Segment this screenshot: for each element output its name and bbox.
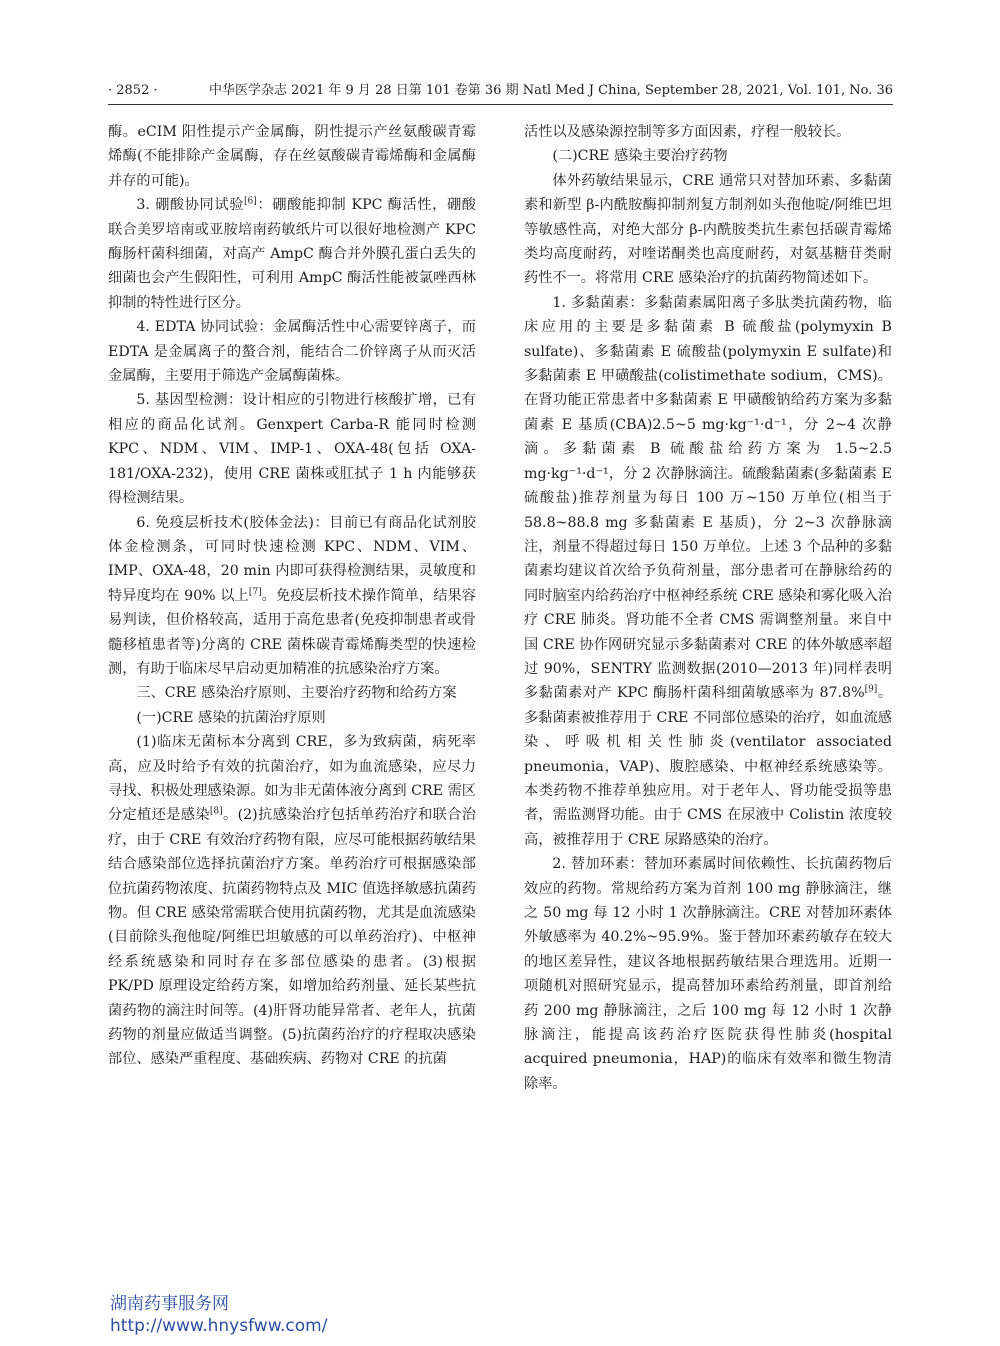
paragraph: [524, 169, 892, 291]
paragraph-text: 三、CRE 感染治疗原则、主要治疗药物和给药方案: [136, 685, 457, 702]
paragraph-text: 3. 硼酸协同试验: [136, 197, 245, 214]
paragraph: [108, 706, 476, 730]
watermark-url[interactable]: http://www.hnysfww.com/: [110, 1316, 328, 1336]
paragraph: [524, 852, 892, 1096]
citation-ref[interactable]: [9]: [864, 684, 878, 695]
watermark-site-name: 湖南药事服务网: [110, 1294, 229, 1314]
paragraph-text: (一)CRE 感染的抗菌治疗原则: [136, 709, 326, 726]
paragraph-text: 5. 基因型检测：设计相应的引物进行核酸扩增，已有相应的商品化试剂。Genxpert Carba-R 能同时检测 KPC、NDM、VIM、IMP-1、OXA-48(包括 OXA-181/OXA-232)，使用 CRE 菌株或肛拭子 1 h 内能够获得检测结果。: [108, 392, 476, 507]
paragraph-text: 。(2)抗感染治疗包括单药治疗和联合治疗，由于 CRE 有效治疗药物有限，应尽可能根据药敏结果结合感染部位选择抗菌治疗方案。单药治疗可根据感染部位抗菌药物浓度、抗菌药物特点及 MIC 值选择敏感抗菌药物。但 CRE 感染常需联合使用抗菌药物，尤其是血流感染(目前除头孢他啶/阿维巴坦敏感的可以单药治疗)、中枢神经系统感染和同时存在多部位感染的患者。(3)根据 PK/PD 原理设定给药方案，如增加给药剂量、延长某些抗菌药物的滴注时间等。(4)肝肾功能异常者、老年人，抗菌药物的剂量应做适当调整。(5)抗菌药治疗的疗程取决感染部位、感染严重程度、基础疾病、药物对 CRE 的抗菌: [108, 807, 476, 1068]
paragraph: [108, 511, 476, 682]
paragraph-text: ：硼酸能抑制 KPC 酶活性，硼酸联合美罗培南或亚胺培南药敏纸片可以很好地检测产 KPC 酶肠杆菌科细菌，对高产 AmpC 酶合并外膜孔蛋白丢失的细菌也会产生假阳性，可利用 AmpC 酶活性能被氯唑西林抑制的特性进行区分。: [108, 197, 476, 311]
paragraph-text: 酶。eCIM 阳性提示产金属酶，阴性提示产丝氨酸碳青霉烯酶(不能排除产金属酶，存在丝氨酸碳青霉烯酶和金属酶并存的可能)。: [108, 124, 476, 189]
paragraph-text: (二)CRE 感染主要治疗药物: [552, 148, 728, 165]
paragraph-text: 。多黏菌素被推荐用于 CRE 不同部位感染的治疗，如血流感染、呼吸机相关性肺炎(ventilator associated pneumonia，VAP)、腹腔感染、中枢神经系统感染等。本类药物不推荐单独应用。对于老年人、肾功能受损等患者，需监测肾功能。由于 CMS 在尿液中 Colistin 浓度较高，被推荐用于 CRE 尿路感染的治疗。: [524, 685, 892, 848]
left-column: [108, 120, 476, 1072]
paragraph: [108, 120, 476, 193]
paragraph: [108, 193, 476, 315]
paragraph: [524, 144, 892, 168]
paragraph: [108, 730, 476, 1072]
paragraph-text: (1)临床无菌标本分离到 CRE，多为致病菌，病死率高，应及时给予有效的抗菌治疗，如为血流感染，应尽力寻找、积极处理感染源。如为非无菌体液分离到 CRE 需区分定植还是感染: [108, 734, 476, 824]
right-column: [524, 120, 892, 1096]
citation-ref[interactable]: [8]: [209, 806, 223, 817]
paragraph: [108, 681, 476, 705]
paragraph-text: 1. 多黏菌素：多黏菌素属阳离子多肽类抗菌药物，临床应用的主要是多黏菌素 B 硫酸盐(polymyxin B sulfate)、多黏菌素 E 硫酸盐(polymyxin E sulfate)和多黏菌素 E 甲磺酸盐(colistimethate sodium，CMS)。在肾功能正常患者中多黏菌素 E 甲磺酸钠给药方案为多黏菌素 E 基质(CBA)2.5~5 mg·kg⁻¹·d⁻¹，分 2~4 次静滴。多黏菌素 B 硫酸盐给药方案为 1.5~2.5 mg·kg⁻¹·d⁻¹，分 2 次静脉滴注。硫酸黏菌素(多黏菌素 E 硫酸盐)推荐剂量为每日 100 万~150 万单位(相当于 58.8~88.8 mg 多黏菌素 E 基质)，分 2~3 次静脉滴注，剂量不得超过每日 150 万单位。上述 3 个品种的多黏菌素均建议首次给予负荷剂量，部分患者可在静脉给药的同时脑室内给药治疗中枢神经系统 CRE 感染和雾化吸入治疗 CRE 肺炎。肾功能不全者 CMS 需调整剂量。来自中国 CRE 协作网研究显示多黏菌素对 CRE 的体外敏感率超过 90%，SENTRY 监测数据(2010—2013 年)同样表明多黏菌素对产 KPC 酶肠杆菌科细菌敏感率为 87.8%: [524, 294, 892, 702]
paragraph-text: 4. EDTA 协同试验：金属酶活性中心需要锌离子，而 EDTA 是金属离子的螯合剂，能结合二价锌离子从而灭活金属酶，主要用于筛选产金属酶菌株。: [108, 319, 476, 385]
watermark: [110, 1293, 327, 1337]
paragraph-text: 。免疫层析技术操作简单，结果容易判读，但价格较高，适用于高危患者(免疫抑制患者或骨髓移植患者等)分离的 CRE 菌株碳青霉烯酶类型的快速检测，有助于临床尽早启动更加精准的抗感染治疗方案。: [108, 587, 476, 677]
citation-ref[interactable]: [7]: [248, 586, 262, 597]
running-header: [108, 80, 893, 102]
paragraph-text: 6. 免疫层析技术(胶体金法)：目前已有商品化试剂胶体金检测条，可同时快速检测 KPC、NDM、VIM、IMP、OXA-48，20 min 内即可获得检测结果，灵敏度和特异度均在 90% 以上: [108, 514, 476, 604]
paragraph: [108, 315, 476, 388]
paragraph: [108, 388, 476, 510]
citation-ref[interactable]: [6]: [244, 196, 257, 207]
journal-citation: 中华医学杂志 2021 年 9 月 28 日第 101 卷第 36 期 Natl Med J China, September 28, 2021, Vol. 101, No. 36: [209, 83, 893, 98]
paragraph-text: 2. 替加环素：替加环素属时间依赖性、长抗菌药物后效应的药物。常规给药方案为首剂 100 mg 静脉滴注，继之 50 mg 每 12 小时 1 次静脉滴注。CRE 对替加环素体外敏感率为 40.2%~95.9%。鉴于替加环素药敏存在较大的地区差异性，建议各地根据药敏结果合理选用。近期一项随机对照研究显示，提高替加环素给药剂量，即首剂给药 200 mg 静脉滴注，之后 100 mg 每 12 小时 1 次静脉滴注，能提高该药治疗医院获得性肺炎(hospital acquired pneumonia，HAP)的临床有效率和微生物清除率。: [524, 856, 892, 1092]
paragraph: [524, 120, 892, 144]
page-number: · 2852 ·: [108, 83, 158, 98]
header-rule: [108, 104, 893, 105]
paragraph-text: 体外药敏结果显示，CRE 通常只对替加环素、多黏菌素和新型 β-内酰胺酶抑制剂复方制剂如头孢他啶/阿维巴坦等敏感性高，对绝大部分 β-内酰胺类抗生素包括碳青霉烯类均高度耐药，对喹诺酮类也高度耐药，对氨基糖苷类耐药性不一。将常用 CRE 感染治疗的抗菌药物简述如下。: [524, 172, 892, 287]
paragraph-text: 活性以及感染源控制等多方面因素，疗程一般较长。: [524, 124, 851, 140]
paragraph: [524, 291, 892, 852]
